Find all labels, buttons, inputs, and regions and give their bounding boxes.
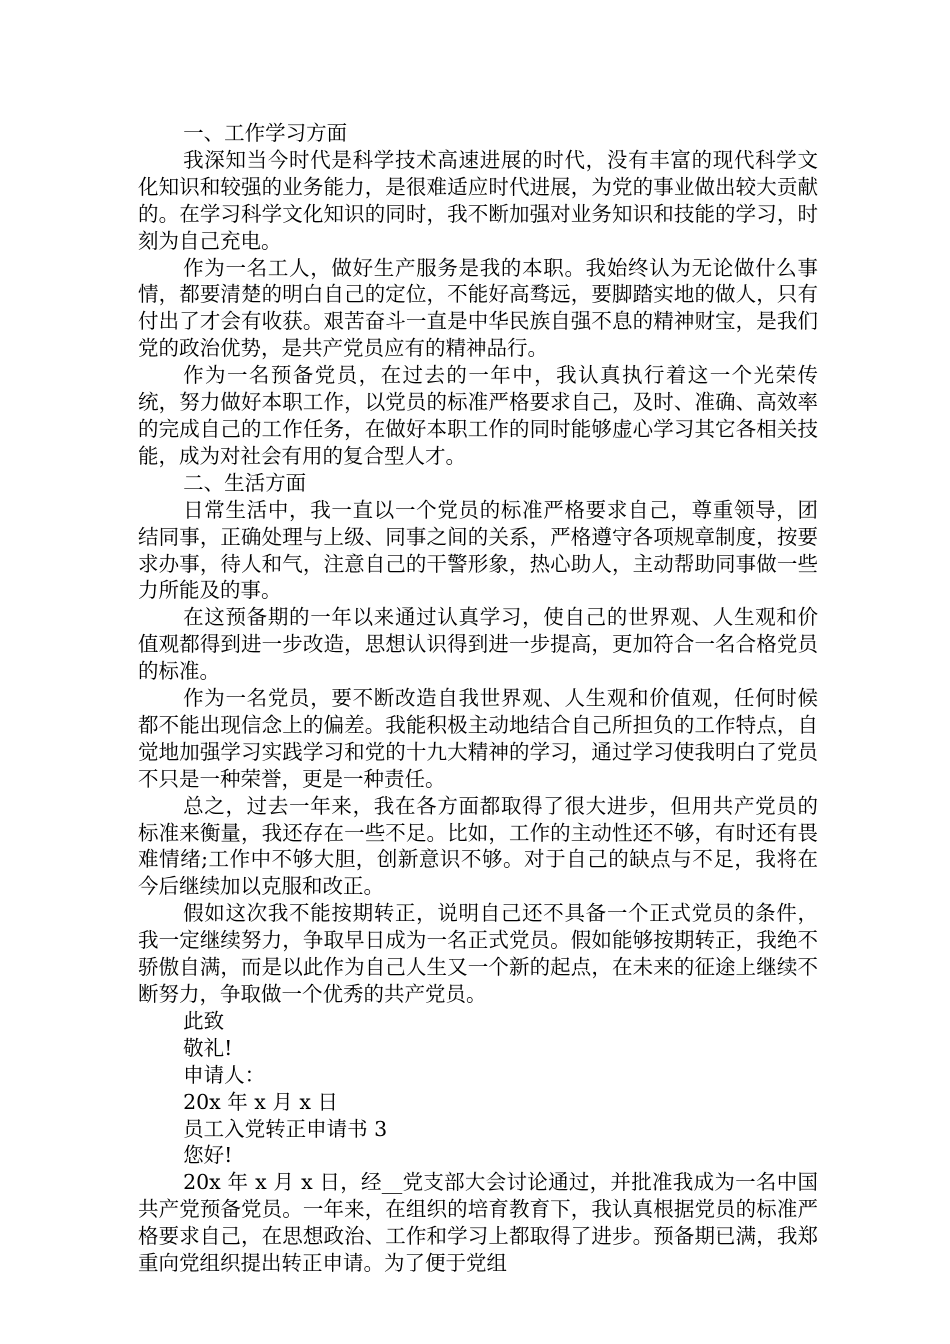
section-heading-life: 二、生活方面 (183, 470, 307, 495)
paragraph: 20x 年 x 月 x 日，经__党支部大会讨论通过，并批准我成为一名中国共产党预备党员。一年来，在组织的培育教育下，我认真根据党员的标准严格要求自己，在思想政治、工作和学习上都取得了进步。预备期已满，我郑重向党组织提出转正申请。为了便于党组 (138, 1170, 818, 1276)
paragraph: 在这预备期的一年以来通过认真学习，使自己的世界观、人生观和价值观都得到进一步改造，思想认识得到进一步提高，更加符合一名合格党员的标准。 (138, 605, 818, 684)
paragraph: 假如这次我不能按期转正，说明自己还不具备一个正式党员的条件，我一定继续努力，争取早日成为一名正式党员。假如能够按期转正，我绝不骄傲自满，而是以此作为自己人生又一个新的起点，在未来的征途上继续不断努力，争取做一个优秀的共产党员。 (138, 901, 818, 1006)
paragraph: 我深知当今时代是科学技术高速进展的时代，没有丰富的现代科学文化知识和较强的业务能力，是很难适应时代进展，为党的事业做出较大贡献的。在学习科学文化知识的同时，我不断加强对业务知识和技能的学习，时刻为自己充电。 (138, 147, 818, 253)
paragraph: 作为一名工人，做好生产服务是我的本职。我始终认为无论做什么事情，都要清楚的明白自己的定位，不能好高骛远，要脚踏实地的做人，只有付出了才会有收获。艰苦奋斗一直是中华民族自强不息的精神财宝，是我们党的政治优势，是共产党员应有的精神品行。 (138, 255, 818, 361)
paragraph: 作为一名预备党员，在过去的一年中，我认真执行着这一个光荣传统，努力做好本职工作，以党员的标准严格要求自己，及时、准确、高效率的完成自己的工作任务，在做好本职工作的同时能够虚心学习其它各相关技能，成为对社会有用的复合型人才。 (138, 363, 818, 468)
section-heading-work-study: 一、工作学习方面 (183, 121, 348, 145)
date-line: 20x 年 x 月 x 日 (183, 1089, 338, 1114)
paragraph: 总之，过去一年来，我在各方面都取得了很大进步，但用共产党员的标准来衡量，我还存在一些不足。比如，工作的主动性还不够，有时还有畏难情绪;工作中不够大胆，创新意识不够。对于自己的缺点与不足，我将在今后继续加以克服和改正。 (138, 793, 818, 899)
document-body (138, 120, 818, 1277)
paragraph: 日常生活中，我一直以一个党员的标准严格要求自己，尊重领导，团结同事，正确处理与上级、同事之间的关系，严格遵守各项规章制度，按要求办事，待人和气，注意自己的干警形象，热心助人，主动帮助同事做一些力所能及的事。 (138, 497, 818, 603)
greeting: 您好! (183, 1143, 233, 1168)
applicant-label: 申请人： (183, 1062, 266, 1087)
closing-regards: 敬礼! (183, 1035, 233, 1060)
paragraph: 作为一名党员，要不断改造自我世界观、人生观和价值观，任何时候都不能出现信念上的偏差。我能积极主动地结合自己所担负的工作特点，自觉地加强学习实践学习和党的十九大精神的学习，通过学习使我明白了党员不只是一种荣誉，更是一种责任。 (138, 686, 818, 791)
closing-salutation: 此致 (183, 1008, 225, 1033)
document-title: 员工入党转正申请书 3 (183, 1116, 388, 1141)
